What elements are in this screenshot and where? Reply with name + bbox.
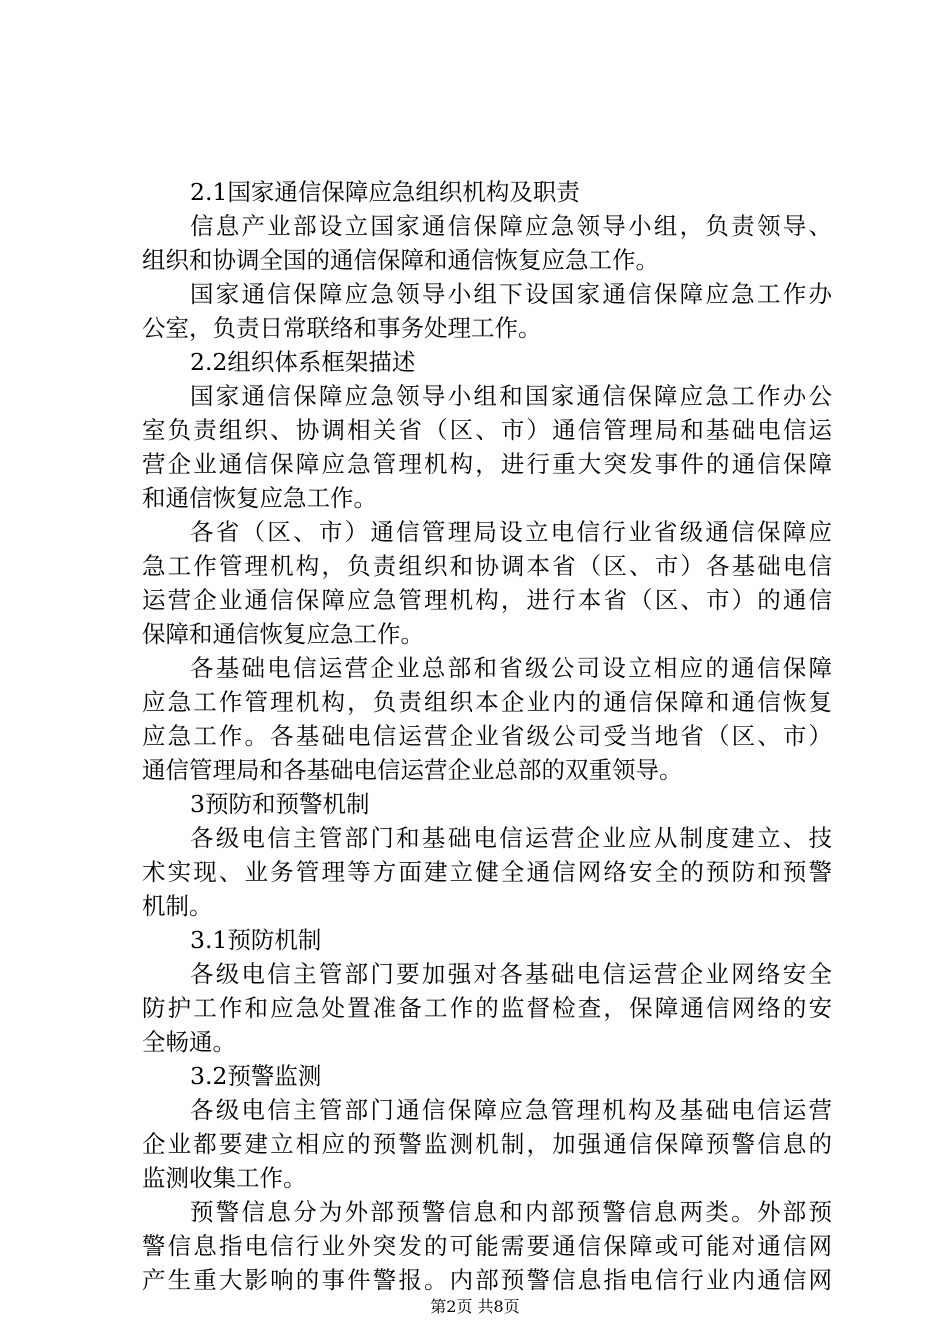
paragraph-line: 机制。 — [142, 892, 213, 920]
paragraph-line: 国家通信保障应急领导小组下设国家通信保障应急工作办 — [190, 280, 832, 308]
paragraph-line: 企业都要建立相应的预警监测机制，加强通信保障预警信息的 — [142, 1130, 832, 1158]
section-heading-2-1: 2.1国家通信保障应急组织机构及职责 — [190, 178, 580, 206]
section-heading-3: 3预防和预警机制 — [190, 790, 370, 818]
paragraph-line: 预警信息分为外部预警信息和内部预警信息两类。外部预 — [190, 1198, 832, 1226]
paragraph-line: 监测收集工作。 — [142, 1164, 307, 1192]
paragraph-line: 保障和通信恢复应急工作。 — [142, 620, 424, 648]
paragraph-line: 运营企业通信保障应急管理机构，进行本省（区、市）的通信 — [142, 586, 832, 614]
paragraph-line: 各级电信主管部门和基础电信运营企业应从制度建立、技 — [190, 824, 832, 852]
paragraph-line: 各省（区、市）通信管理局设立电信行业省级通信保障应 — [190, 518, 832, 546]
paragraph-line: 应急工作管理机构，负责组织本企业内的通信保障和通信恢复 — [142, 688, 832, 716]
paragraph-line: 通信管理局和各基础电信运营企业总部的双重领导。 — [142, 756, 683, 784]
section-heading-3-1: 3.1预防机制 — [190, 926, 322, 954]
paragraph-line: 各级电信主管部门通信保障应急管理机构及基础电信运营 — [190, 1096, 832, 1124]
paragraph-line: 各级电信主管部门要加强对各基础电信运营企业网络安全 — [190, 960, 832, 988]
paragraph-line: 术实现、业务管理等方面建立健全通信网络安全的预防和预警 — [142, 858, 832, 886]
paragraph-line: 产生重大影响的事件警报。内部预警信息指电信行业内通信网 — [142, 1266, 832, 1294]
paragraph-line: 国家通信保障应急领导小组和国家通信保障应急工作办公 — [190, 382, 832, 410]
paragraph-line: 应急工作。各基础电信运营企业省级公司受当地省（区、市） — [142, 722, 832, 750]
paragraph-line: 各基础电信运营企业总部和省级公司设立相应的通信保障 — [190, 654, 832, 682]
paragraph-line: 防护工作和应急处置准备工作的监督检查，保障通信网络的安 — [142, 994, 832, 1022]
page-number-footer: 第2页 共8页 — [430, 1297, 520, 1316]
paragraph-line: 组织和协调全国的通信保障和通信恢复应急工作。 — [142, 246, 659, 274]
paragraph-line: 营企业通信保障应急管理机构，进行重大突发事件的通信保障 — [142, 450, 832, 478]
paragraph-line: 全畅通。 — [142, 1028, 236, 1056]
paragraph-line: 室负责组织、协调相关省（区、市）通信管理局和基础电信运 — [142, 416, 832, 444]
paragraph-line: 急工作管理机构，负责组织和协调本省（区、市）各基础电信 — [142, 552, 832, 580]
section-heading-2-2: 2.2组织体系框架描述 — [190, 348, 416, 376]
paragraph-line: 警信息指电信行业外突发的可能需要通信保障或可能对通信网 — [142, 1232, 832, 1260]
section-heading-3-2: 3.2预警监测 — [190, 1062, 322, 1090]
paragraph-line: 公室，负责日常联络和事务处理工作。 — [142, 314, 542, 342]
paragraph-line: 信息产业部设立国家通信保障应急领导小组，负责领导、 — [190, 212, 832, 240]
paragraph-line: 和通信恢复应急工作。 — [142, 484, 377, 512]
